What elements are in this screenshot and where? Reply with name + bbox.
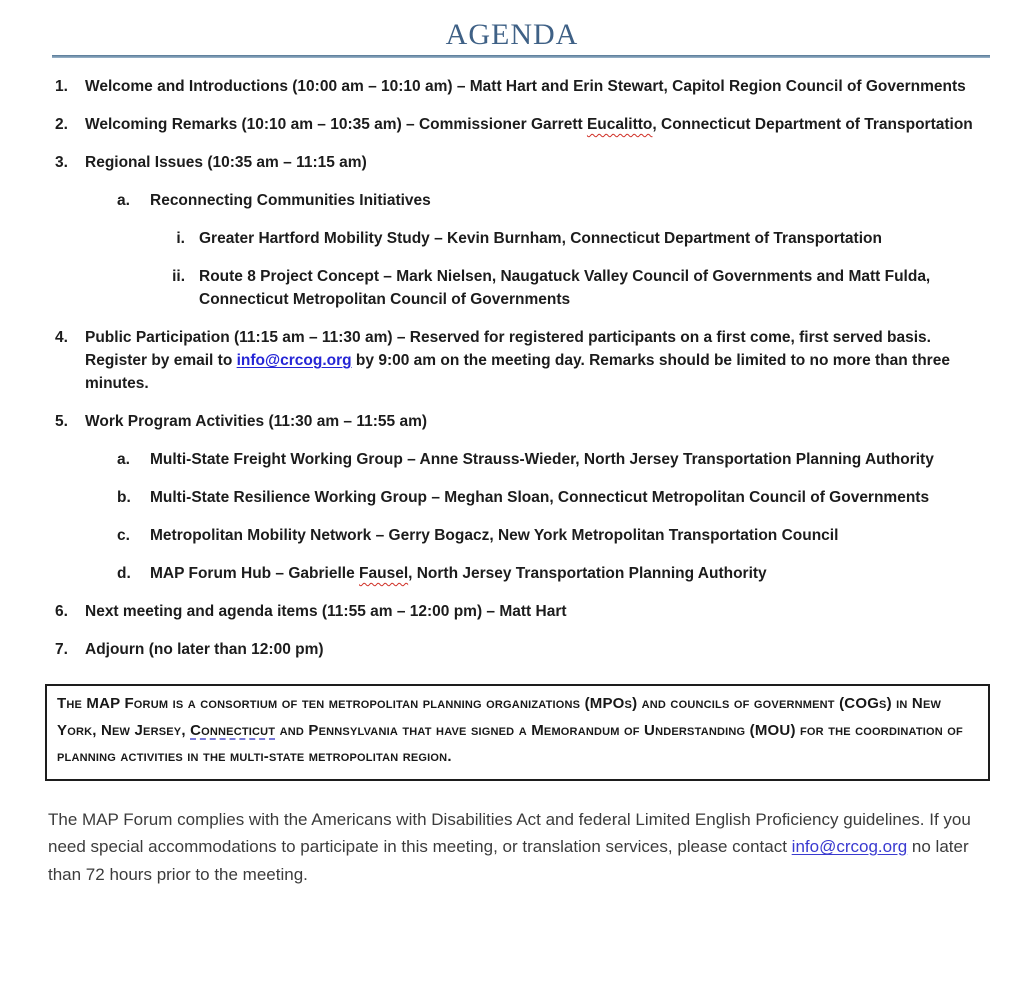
item-number: c. <box>117 527 130 544</box>
item-number: b. <box>117 489 131 506</box>
box-text-segment: The MAP Forum is a consortium of ten metropolitan planning organizations (MPOs) and councils of government (COGs) in New York, New Jersey, <box>57 695 942 739</box>
item-number: d. <box>117 565 131 582</box>
agenda-item-5b <box>117 486 990 509</box>
agenda-item-4 <box>55 326 990 395</box>
misspelled-word: Eucalitto <box>586 116 653 133</box>
item-text: Multi-State Freight Working Group – Anne Strauss-Wieder, North Jersey Transportation Planning Authority <box>150 451 934 468</box>
agenda-item-3a <box>117 189 990 212</box>
item-number: 5. <box>55 413 68 430</box>
page-title: AGENDA <box>445 18 579 51</box>
item-number: 1. <box>55 78 68 95</box>
item-number: 7. <box>55 641 68 658</box>
agenda-item-6 <box>55 600 990 623</box>
item-text-segment: Welcoming Remarks (10:10 am – 10:35 am) – Commissioner Garrett <box>85 116 587 133</box>
map-forum-description-box <box>45 684 990 781</box>
misspelled-word: Fausel <box>359 565 409 582</box>
item-text: Greater Hartford Mobility Study – Kevin Burnham, Connecticut Department of Transportation <box>199 230 882 247</box>
item-text: Work Program Activities (11:30 am – 11:55 am) <box>85 413 428 430</box>
item-text <box>150 562 990 585</box>
footer-text-segment: no later than 72 hours prior to the meeting. <box>48 837 969 884</box>
item-text: Regional Issues (10:35 am – 11:15 am) <box>85 154 367 171</box>
accessibility-note <box>48 806 990 889</box>
item-number: i. <box>176 230 185 247</box>
item-text: Adjourn (no later than 12:00 pm) <box>85 641 324 658</box>
item-number: ii. <box>172 268 185 285</box>
box-text-segment: and Pennsylvania that have signed a Memorandum of Understanding (MOU) for the coordination of planning activities in the multi-state metropolitan region. <box>57 721 963 765</box>
item-number: 4. <box>55 329 68 346</box>
item-text: Next meeting and agenda items (11:55 am – 12:00 pm) – Matt Hart <box>85 603 567 620</box>
agenda-item-2 <box>55 113 990 136</box>
item-text: Reconnecting Communities Initiatives <box>150 192 431 209</box>
agenda-item-3a-i <box>155 227 990 250</box>
item-text <box>85 113 990 136</box>
email-link[interactable]: info@crcog.org <box>791 837 908 856</box>
item-text: Welcome and Introductions (10:00 am – 10:10 am) – Matt Hart and Erin Stewart, Capitol Region Council of Governments <box>85 78 966 95</box>
agenda-item-5a <box>117 448 990 471</box>
item-text-segment: by 9:00 am on the meeting day. Remarks should be limited to no more than three minutes. <box>85 352 950 392</box>
agenda-item-7 <box>55 638 990 661</box>
item-number: 2. <box>55 116 68 133</box>
email-link[interactable]: info@crcog.org <box>236 352 352 369</box>
grammar-flagged-word: Connecticut <box>190 721 276 739</box>
agenda-item-1 <box>55 75 990 98</box>
item-number: 3. <box>55 154 68 171</box>
agenda-item-5d <box>117 562 990 585</box>
title-rule <box>52 55 990 58</box>
item-text-segment: Public Participation (11:15 am – 11:30 am) – Reserved for registered participants on a first come, first served basis. Register by email to <box>85 329 931 369</box>
agenda-item-5 <box>55 410 990 433</box>
item-number: 6. <box>55 603 68 620</box>
agenda-item-5c <box>117 524 990 547</box>
item-text-segment: , North Jersey Transportation Planning Authority <box>408 565 767 582</box>
agenda-item-3a-ii <box>155 265 990 311</box>
item-text: Route 8 Project Concept – Mark Nielsen, Naugatuck Valley Council of Governments and Matt Fulda, Connecticut Metropolitan Council of Governments <box>199 268 931 308</box>
item-text-segment: MAP Forum Hub – Gabrielle <box>150 565 360 582</box>
item-text: Metropolitan Mobility Network – Gerry Bogacz, New York Metropolitan Transportation Council <box>150 527 839 544</box>
item-number: a. <box>117 192 130 209</box>
agenda-item-3 <box>55 151 990 174</box>
footer-text-segment: The MAP Forum complies with the Americans with Disabilities Act and federal Limited English Proficiency guidelines. If you need special accommodations to participate in this meeting, or translation services, please contact <box>48 809 971 856</box>
item-text-segment: , Connecticut Department of Transportation <box>652 116 973 133</box>
item-number: a. <box>117 451 130 468</box>
item-text: Multi-State Resilience Working Group – Meghan Sloan, Connecticut Metropolitan Council of Governments <box>150 489 930 506</box>
item-text <box>85 326 990 395</box>
